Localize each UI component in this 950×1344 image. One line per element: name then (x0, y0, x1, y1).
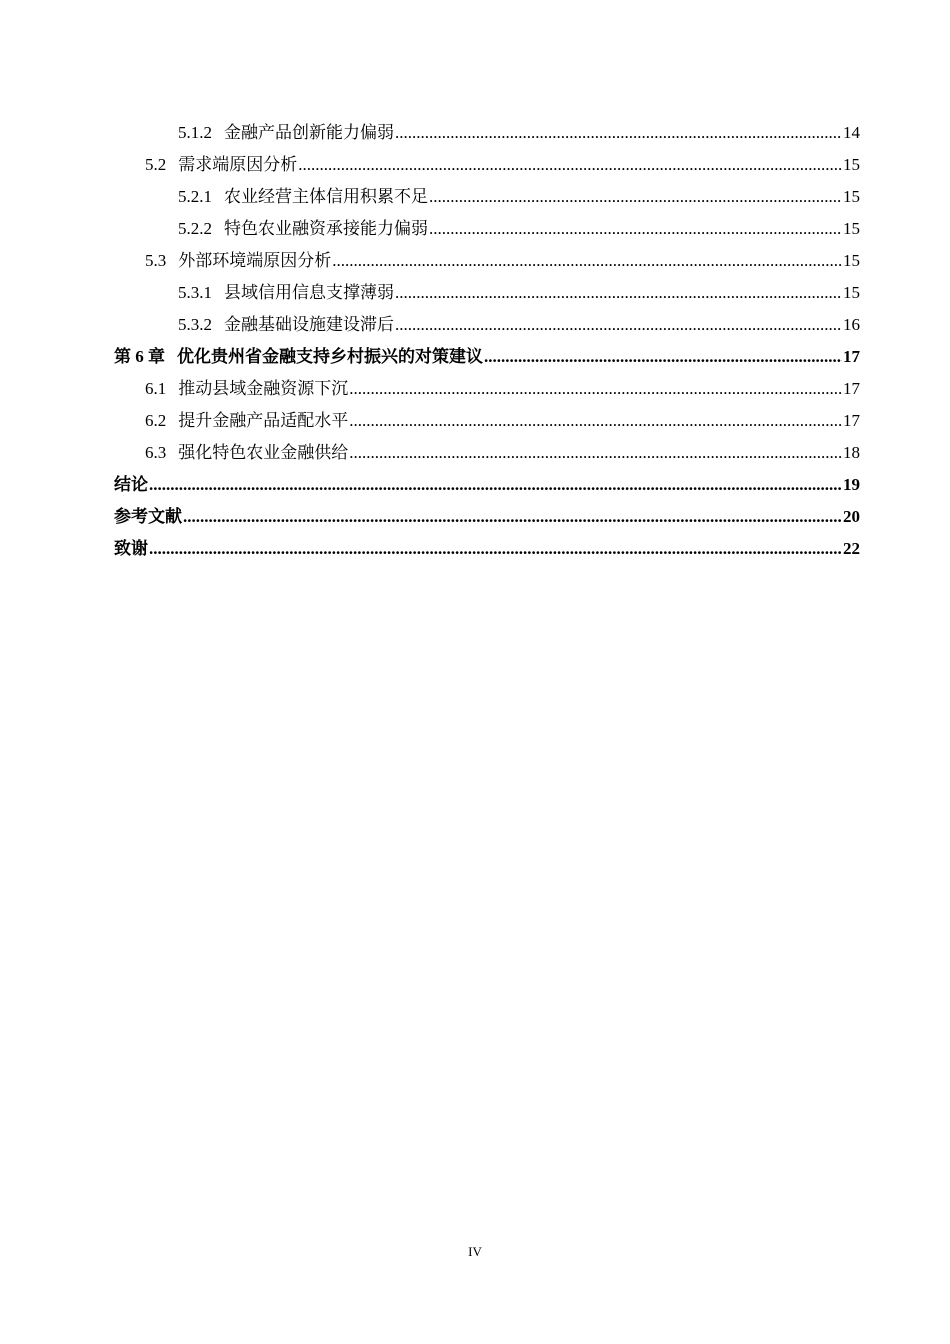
toc-entry-number: 5.3.1 (178, 283, 212, 302)
toc-dot-leader (349, 437, 842, 469)
toc-dot-leader (149, 469, 842, 501)
toc-entry-number: 5.3 (145, 251, 167, 270)
toc-entry-5-2-1[interactable] (114, 181, 860, 213)
toc-entry-number: 6.3 (145, 443, 167, 462)
toc-entry-title: 优化贵州省金融支持乡村振兴的对策建议 (177, 347, 483, 366)
toc-entry-page: 15 (843, 251, 860, 270)
toc-entry-number: 6.2 (145, 411, 167, 430)
toc-dot-leader (429, 181, 842, 213)
toc-entry-title: 农业经营主体信用积累不足 (224, 187, 428, 206)
page-number-footer: IV (468, 1244, 482, 1259)
toc-entry-5-2-2[interactable] (114, 213, 860, 245)
toc-dot-leader (349, 405, 842, 437)
toc-entry-title: 需求端原因分析 (178, 155, 298, 174)
toc-entry-title: 县域信用信息支撑薄弱 (224, 283, 394, 302)
table-of-contents (114, 117, 860, 565)
toc-entry-number: 5.2 (145, 155, 167, 174)
toc-entry-page: 14 (843, 123, 860, 142)
toc-entry-number: 5.1.2 (178, 123, 212, 142)
toc-dot-leader (395, 117, 842, 149)
toc-entry-title: 参考文献 (114, 507, 182, 526)
toc-dot-leader (395, 277, 842, 309)
toc-entry-page: 15 (843, 283, 860, 302)
toc-entry-title: 强化特色农业金融供给 (178, 443, 349, 462)
toc-entry-number: 6.1 (145, 379, 167, 398)
toc-entry-page: 19 (843, 475, 860, 494)
toc-entry-5-3-1[interactable] (114, 277, 860, 309)
toc-entry-page: 22 (843, 539, 860, 558)
toc-entry-6-2[interactable] (114, 405, 860, 437)
toc-entry-references[interactable] (114, 501, 860, 533)
toc-entry-5-2[interactable] (114, 149, 860, 181)
toc-entry-title: 外部环境端原因分析 (178, 251, 332, 270)
toc-entry-title: 推动县域金融资源下沉 (178, 379, 349, 398)
toc-entry-6-1[interactable] (114, 373, 860, 405)
toc-entry-number: 第 6 章 (114, 347, 165, 366)
toc-dot-leader (484, 341, 842, 373)
toc-entry-conclusion[interactable] (114, 469, 860, 501)
toc-entry-number: 5.2.1 (178, 187, 212, 206)
toc-entry-title: 特色农业融资承接能力偏弱 (224, 219, 428, 238)
toc-dot-leader (332, 245, 842, 277)
toc-entry-title: 提升金融产品适配水平 (178, 411, 349, 430)
toc-entry-title: 致谢 (114, 539, 148, 558)
toc-entry-chapter-6[interactable] (114, 341, 860, 373)
toc-entry-acknowledgements[interactable] (114, 533, 860, 565)
toc-entry-page: 17 (843, 379, 860, 398)
toc-dot-leader (429, 213, 842, 245)
toc-entry-number: 5.2.2 (178, 219, 212, 238)
toc-dot-leader (149, 533, 842, 565)
toc-entry-title: 金融基础设施建设滞后 (224, 315, 394, 334)
toc-entry-page: 15 (843, 219, 860, 238)
toc-entry-page: 15 (843, 187, 860, 206)
toc-entry-title: 结论 (114, 475, 148, 494)
toc-entry-page: 17 (843, 411, 860, 430)
toc-entry-page: 20 (843, 507, 860, 526)
toc-entry-5-3[interactable] (114, 245, 860, 277)
toc-entry-6-3[interactable] (114, 437, 860, 469)
toc-entry-5-1-2[interactable] (114, 117, 860, 149)
toc-dot-leader (183, 501, 842, 533)
toc-entry-page: 16 (843, 315, 860, 334)
toc-entry-title: 金融产品创新能力偏弱 (224, 123, 394, 142)
toc-entry-page: 18 (843, 443, 860, 462)
toc-entry-number: 5.3.2 (178, 315, 212, 334)
toc-dot-leader (395, 309, 842, 341)
toc-entry-5-3-2[interactable] (114, 309, 860, 341)
toc-entry-page: 15 (843, 155, 860, 174)
toc-entry-page: 17 (843, 347, 860, 366)
toc-dot-leader (298, 149, 842, 181)
toc-dot-leader (349, 373, 842, 405)
